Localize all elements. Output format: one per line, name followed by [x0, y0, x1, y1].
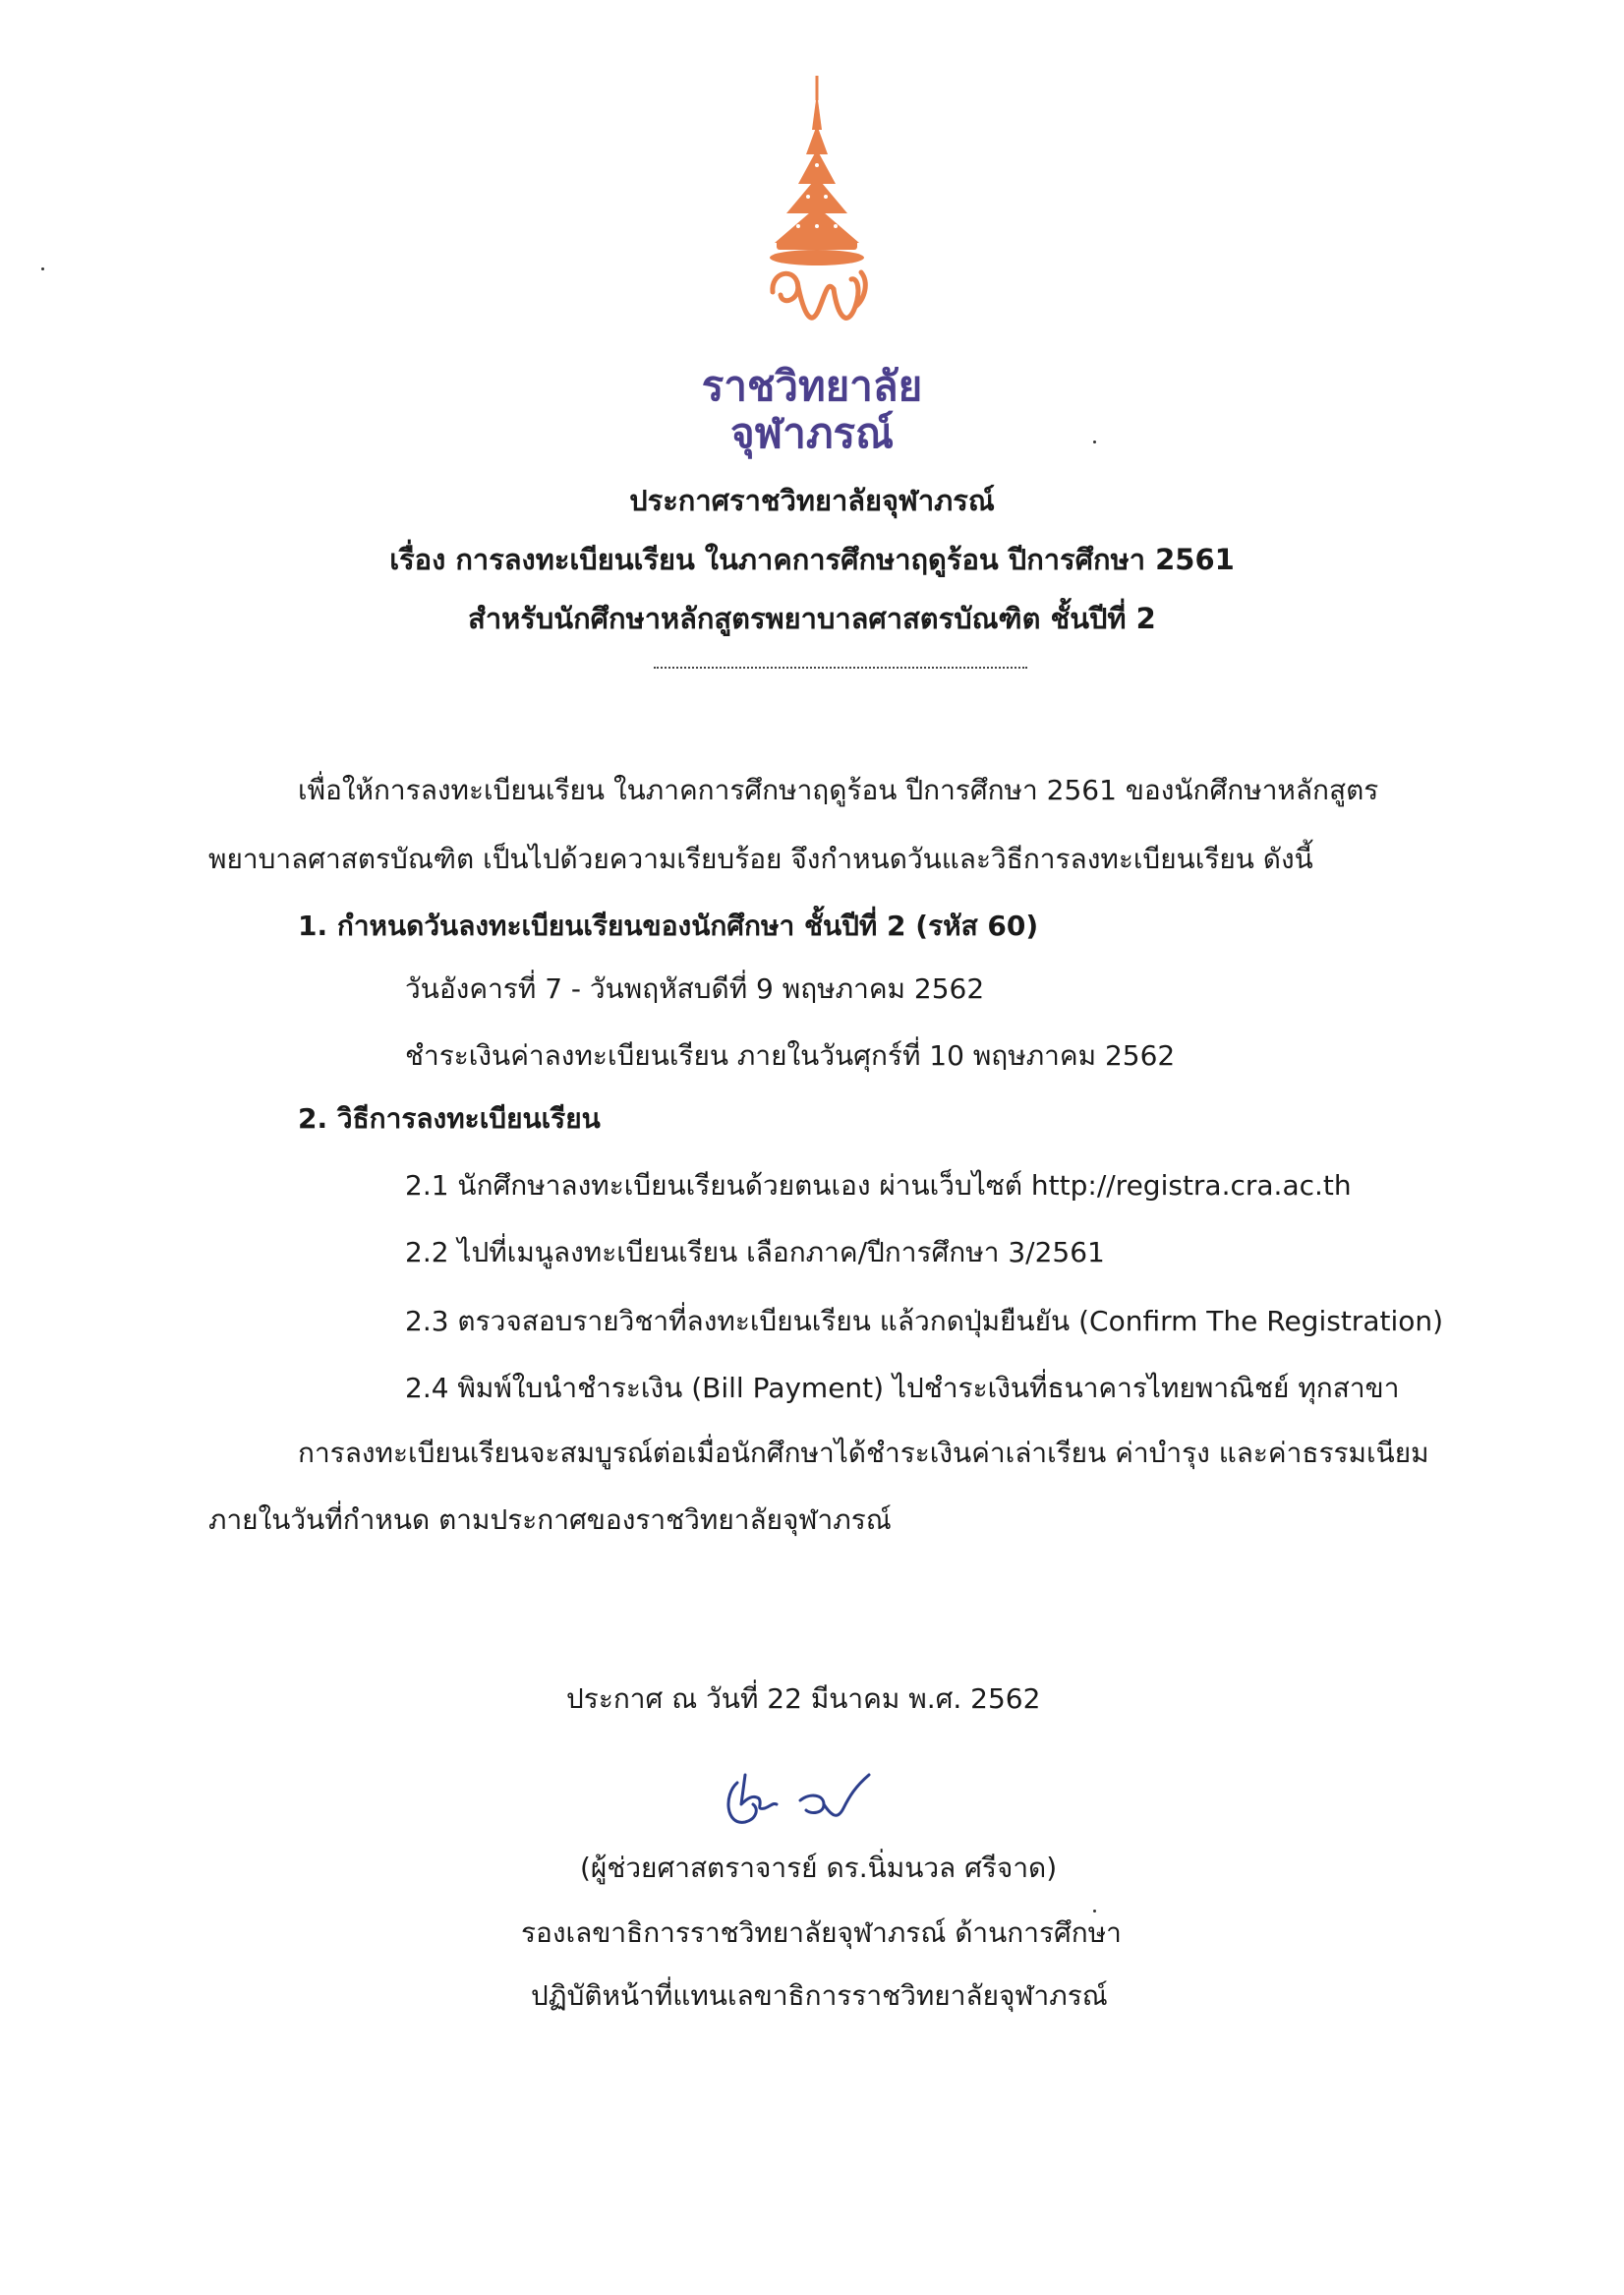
scan-speck — [1093, 441, 1096, 443]
org-name-line2: จุฬาภรณ์ — [729, 409, 895, 457]
section-2-step: 2.1 นักศึกษาลงทะเบียนเรียนด้วยตนเอง ผ่านเว็บไซต์ http://registra.cra.ac.th — [405, 1169, 1352, 1202]
closing-line-1: การลงทะเบียนเรียนจะสมบูรณ์ต่อเมื่อนักศึกษาได้ชำระเงินค่าเล่าเรียน ค่าบำรุง และค่าธรรมเนียม — [298, 1437, 1429, 1469]
announcement-subject: เรื่อง การลงทะเบียนเรียน ในภาคการศึกษาฤดูร้อน ปีการศึกษา 2561 — [389, 543, 1235, 576]
intro-line-2: พยาบาลศาสตรบัณฑิต เป็นไปด้วยความเรียบร้อย จึงกำหนดวันและวิธีการลงทะเบียนเรียน ดังนี้ — [208, 843, 1313, 875]
scan-speck — [41, 267, 44, 270]
signer-position-1: รองเลขาธิการราชวิทยาลัยจุฬาภรณ์ ด้านการศึกษา — [521, 1916, 1122, 1949]
section-1-line: วันอังคารที่ 7 - วันพฤหัสบดีที่ 9 พฤษภาคม 2562 — [405, 972, 985, 1005]
signer-position-2: ปฏิบัติหน้าที่แทนเลขาธิการราชวิทยาลัยจุฬาภรณ์ — [531, 1979, 1108, 2012]
announcement-title: ประกาศราชวิทยาลัยจุฬาภรณ์ — [629, 484, 995, 517]
section-1-heading: 1. กำหนดวันลงทะเบียนเรียนของนักศึกษา ชั้นปีที่ 2 (รหัส 60) — [298, 910, 1039, 942]
section-1-line: ชำระเงินค่าลงทะเบียนเรียน ภายในวันศุกร์ที่ 10 พฤษภาคม 2562 — [405, 1039, 1176, 1072]
section-2-step: 2.2 ไปที่เมนูลงทะเบียนเรียน เลือกภาค/ปีการศึกษา 3/2561 — [405, 1236, 1105, 1268]
title-divider — [654, 667, 1027, 669]
section-2-step: 2.4 พิมพ์ใบนำชำระเงิน (Bill Payment) ไปชำระเงินที่ธนาคารไทยพาณิชย์ ทุกสาขา — [405, 1372, 1400, 1404]
announcement-date: ประกาศ ณ วันที่ 22 มีนาคม พ.ศ. 2562 — [566, 1682, 1041, 1715]
signer-name: (ผู้ช่วยศาสตราจารย์ ดร.นิ่มนวล ศรีจาด) — [580, 1852, 1058, 1884]
section-2-heading: 2. วิธีการลงทะเบียนเรียน — [298, 1102, 601, 1135]
announcement-audience: สำหรับนักศึกษาหลักสูตรพยาบาลศาสตรบัณฑิต ชั้นปีที่ 2 — [468, 602, 1156, 635]
scan-speck — [1093, 1910, 1096, 1912]
closing-line-2: ภายในวันที่กำหนด ตามประกาศของราชวิทยาลัยจุฬาภรณ์ — [208, 1503, 892, 1536]
signature-image — [716, 1765, 883, 1834]
section-2-step: 2.3 ตรวจสอบรายวิชาที่ลงทะเบียนเรียน แล้วกดปุ่มยืนยัน (Confirm The Registration) — [405, 1305, 1444, 1337]
college-emblem-icon — [743, 71, 891, 366]
intro-line-1: เพื่อให้การลงทะเบียนเรียน ในภาคการศึกษาฤดูร้อน ปีการศึกษา 2561 ของนักศึกษาหลักสูตร — [298, 774, 1379, 806]
org-name-line1: ราชวิทยาลัย — [701, 362, 923, 410]
